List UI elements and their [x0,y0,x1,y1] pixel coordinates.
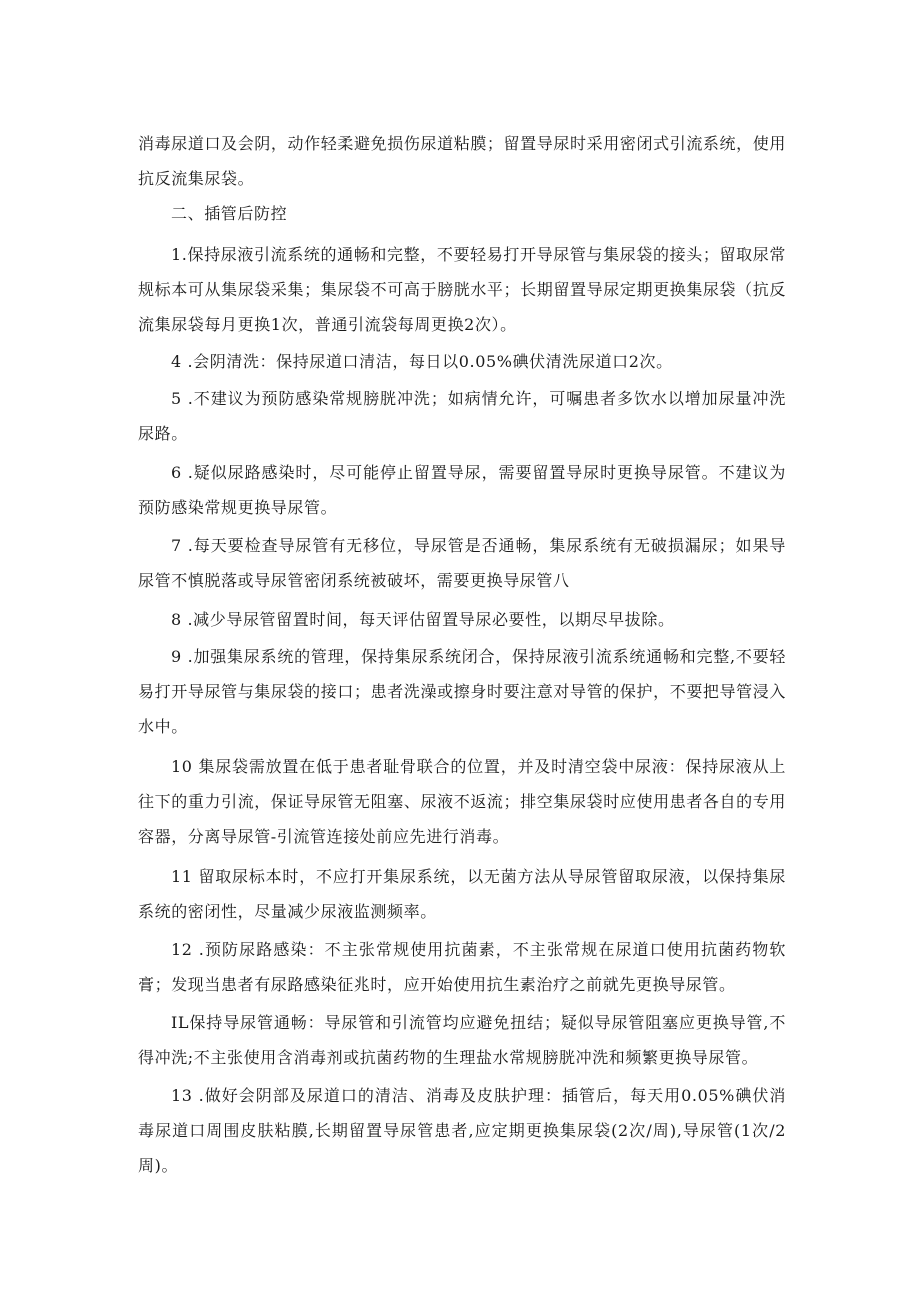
paragraph-item-il: IL保持导尿管通畅：导尿管和引流管均应避免扭结；疑似导尿管阻塞应更换导管,不得冲洗;不主张使用含消毒剂或抗菌药物的生理盐水常规膀胱冲洗和频繁更换导尿管。 [138,1013,786,1067]
section-heading: 二、插管后防控 [171,204,288,223]
paragraph-item-5: 5 .不建议为预防感染常规膀胱冲洗；如病情允许，可嘱患者多饮水以增加尿量冲洗尿路。 [138,389,786,443]
paragraph-item-6: 6 .疑似尿路感染时，尽可能停止留置导尿，需要留置导尿时更换导尿管。不建议为预防感染常规更换导尿管。 [138,463,786,517]
paragraph-item-12: 12 .预防尿路感染：不主张常规使用抗菌素，不主张常规在尿道口使用抗菌药物软膏；发现当患者有尿路感染征兆时，应开始使用抗生素治疗之前就先更换导尿管。 [138,940,786,994]
paragraph-item-11: 11 留取尿标本时，不应打开集尿系统，以无菌方法从导尿管留取尿液，以保持集尿系统的密闭性，尽量减少尿液监测频率。 [138,867,786,921]
paragraph-continuation: 消毒尿道口及会阴，动作轻柔避免损伤尿道粘膜；留置导尿时采用密闭式引流系统，使用抗反流集尿袋。 [138,134,786,188]
paragraph-item-4: 4 .会阴清洗：保持尿道口清洁，每日以0.05%碘伏清洗尿道口2次。 [171,352,673,371]
paragraph-item-1: 1.保持尿液引流系统的通畅和完整，不要轻易打开导尿管与集尿袋的接头；留取尿常规标本可从集尿袋采集；集尿袋不可高于膀胱水平；长期留置导尿定期更换集尿袋（抗反流集尿袋每月更换1次，普通引流袋每周更换2次）。 [138,245,786,334]
paragraph-item-10: 10 集尿袋需放置在低于患者耻骨联合的位置，并及时清空袋中尿液：保持尿液从上往下的重力引流，保证导尿管无阻塞、尿液不返流；排空集尿袋时应使用患者各自的专用容器，分离导尿管-引流管连接处前应先进行消毒。 [138,757,786,846]
paragraph-item-9: 9 .加强集尿系统的管理，保持集尿系统闭合，保持尿液引流系统通畅和完整,不要轻易打开导尿管与集尿袋的接口；患者洗澡或擦身时要注意对导管的保护，不要把导管浸入水中。 [138,647,786,736]
paragraph-item-13: 13 .做好会阴部及尿道口的清洁、消毒及皮肤护理：插管后，每天用0.05%碘伏消毒尿道口周围皮肤粘膜,长期留置导尿管患者,应定期更换集尿袋(2次/周),导尿管(1次/2周)。 [138,1086,786,1175]
paragraph-item-8: 8 .减少导尿管留置时间，每天评估留置导尿必要性，以期尽早拔除。 [171,610,675,629]
paragraph-item-7: 7 .每天要检查导尿管有无移位，导尿管是否通畅，集尿系统有无破损漏尿；如果导尿管不慎脱落或导尿管密闭系统被破坏，需要更换导尿管八 [138,536,786,590]
